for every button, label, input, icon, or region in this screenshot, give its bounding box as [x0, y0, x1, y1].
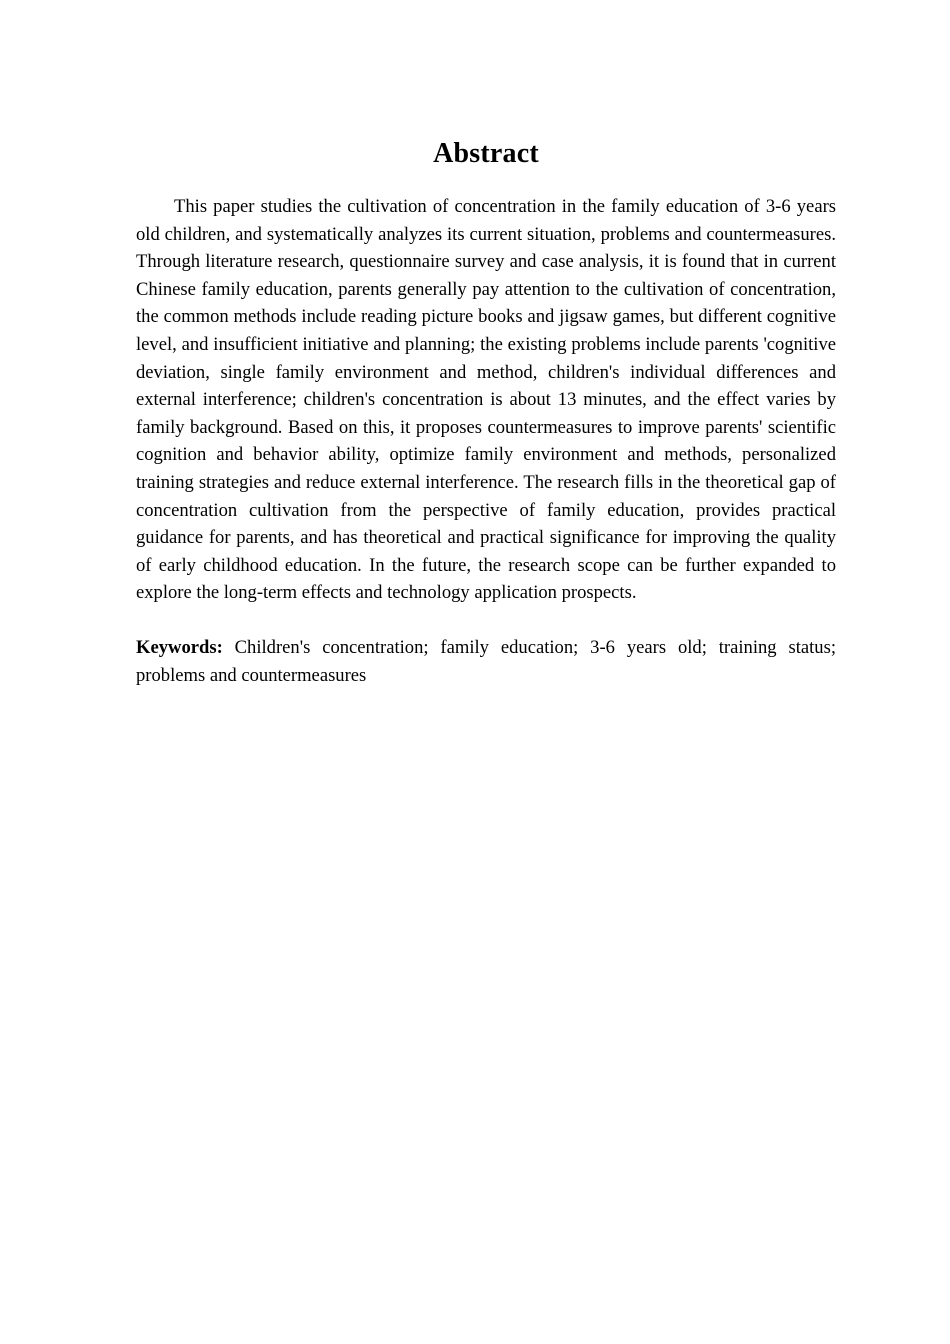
abstract-section: [136, 132, 836, 689]
abstract-title: Abstract: [433, 138, 539, 169]
keywords-paragraph: [136, 634, 836, 689]
keywords-label: Keywords:: [136, 636, 223, 658]
abstract-paragraph: This paper studies the cultivation of concentration in the family education of 3-6 years old children, and systematically analyzes its current situation, problems and countermeasures. Through literature research, questionnaire survey and case analysis, it is found that in current Chinese family education, parents generally pay attention to the cultivation of concentration, the common methods include reading picture books and jigsaw games, but different cognitive level, and insufficient initiative and planning; the existing problems include parents 'cognitive deviation, single family environment and method, children's individual differences and external interference; children's concentration is about 13 minutes, and the effect varies by family background. Based on this, it proposes countermeasures to improve parents' scientific cognition and behavior ability, optimize family environment and methods, personalized training strategies and reduce external interference. The research fills in the theoretical gap of concentration cultivation from the perspective of family education, provides practical guidance for parents, and has theoretical and practical significance for improving the quality of early childhood education. In the future, the research scope can be further expanded to explore the long-term effects and technology application prospects.: [136, 196, 836, 604]
keywords-text: Children's concentration; family education; 3-6 years old; training status; problems and countermeasures: [136, 636, 836, 686]
